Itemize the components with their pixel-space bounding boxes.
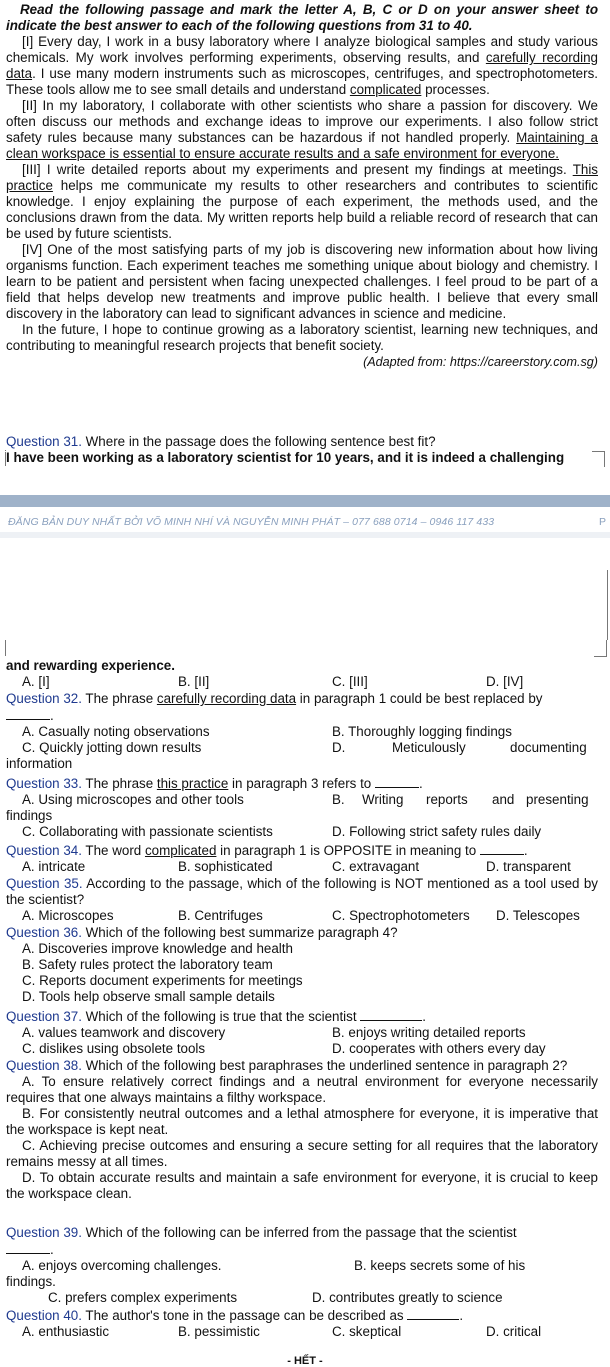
q39-text: Which of the following can be inferred from the passage that the scientist xyxy=(81,1225,517,1240)
footer-end-marker: - HẾT - xyxy=(287,1355,323,1367)
q36-label: Question 36. xyxy=(6,925,82,940)
q34-blank xyxy=(480,842,524,855)
q31-options xyxy=(6,674,598,690)
q33-option-b-w2: reports xyxy=(426,792,468,807)
q34-word: complicated xyxy=(144,843,217,858)
q32-option-b[interactable]: B. Thoroughly logging findings xyxy=(332,724,512,739)
q39-option-a[interactable]: A. enjoys overcoming challenges. xyxy=(22,1258,222,1273)
q37-label: Question 37. xyxy=(6,1009,82,1024)
question-34 xyxy=(6,842,598,875)
q40-tail: . xyxy=(459,1308,464,1323)
page-corner-right-bottom xyxy=(594,640,607,657)
q31-text: Where in the passage does the following sentence best fit? xyxy=(81,434,436,449)
q32-option-d-word1: Meticulously xyxy=(392,740,466,755)
question-32 xyxy=(6,691,598,772)
q32-option-d-cont: information xyxy=(6,756,73,771)
q33-label: Question 33. xyxy=(6,776,82,791)
q33-option-b[interactable]: B. xyxy=(332,792,345,807)
q31-option-a[interactable]: A. [I] xyxy=(22,674,50,689)
q34-text-a: The word xyxy=(81,843,145,858)
q32-phrase: carefully recording data xyxy=(156,691,297,706)
q31-option-d[interactable]: D. [IV] xyxy=(486,674,524,689)
q36-option-b[interactable]: B. Safety rules protect the laboratory team xyxy=(22,957,273,972)
question-33 xyxy=(6,775,598,840)
q32-label: Question 32. xyxy=(6,691,82,706)
q33-phrase: this practice xyxy=(156,776,229,791)
question-39 xyxy=(6,1225,598,1306)
q40-option-d[interactable]: D. critical xyxy=(486,1324,542,1339)
page-corner-right-top xyxy=(592,451,605,467)
source-citation: (Adapted from: https://careerstory.com.sg) xyxy=(363,355,598,369)
q33-option-b-cont: findings xyxy=(6,808,53,823)
q33-option-c[interactable]: C. Collaborating with passionate scientists xyxy=(22,824,273,839)
q34-label: Question 34. xyxy=(6,843,82,858)
p1-text-a: [I] Every day, I work in a busy laboratory where I analyze biological samples and study various chemicals. My work involves performing experiments, observing results, and xyxy=(6,34,598,65)
q33-option-b-w1: Writing xyxy=(362,792,404,807)
p3-underlined-phrase: This practice xyxy=(6,162,598,193)
paragraph-1 xyxy=(6,34,598,98)
page-edge-right xyxy=(607,570,608,640)
p2-underlined-sentence: Maintaining a clean workspace is essential to ensure accurate results and a safe environment for everyone. xyxy=(6,130,599,161)
q32-option-c[interactable]: C. Quickly jotting down results xyxy=(22,740,202,755)
page-corner-left-top xyxy=(5,452,6,466)
question-36 xyxy=(6,925,598,1005)
p1-text-c: processes. xyxy=(421,82,490,97)
q31-option-c[interactable]: C. [III] xyxy=(332,674,368,689)
watermark-banner-p: P xyxy=(598,516,606,528)
q35-option-d[interactable]: D. Telescopes xyxy=(496,908,580,923)
q37-text: Which of the following is true that the scientist xyxy=(81,1009,361,1024)
q35-option-c[interactable]: C. Spectrophotometers xyxy=(332,908,470,923)
q37-option-a[interactable]: A. values teamwork and discovery xyxy=(22,1025,226,1040)
q33-option-a[interactable]: A. Using microscopes and other tools xyxy=(22,792,244,807)
q31-option-b[interactable]: B. [II] xyxy=(178,674,210,689)
p3-text-a: [III] I write detailed reports about my experiments and present my findings at meetings. xyxy=(22,162,573,177)
q40-option-c[interactable]: C. skeptical xyxy=(332,1324,402,1339)
q34-text-b: in paragraph 1 is OPPOSITE in meaning to xyxy=(216,843,480,858)
passage xyxy=(6,34,598,370)
question-31-cont xyxy=(6,658,598,690)
q40-label: Question 40. xyxy=(6,1308,82,1323)
q39-option-b-cont: findings. xyxy=(6,1274,56,1289)
q40-option-a[interactable]: A. enthusiastic xyxy=(22,1324,110,1339)
q34-option-d[interactable]: D. transparent xyxy=(486,859,571,874)
p1-underlined-word: complicated xyxy=(349,82,422,97)
p3-text-b: helps me communicate my results to other researchers and contributes to scientific knowledge. I enjoy explaining the purpose of each experiment, the methods used, and the conclusions drawn from the data. My written reports help build a reliable record of research that can be used by future scientists. xyxy=(6,178,598,241)
q34-option-c[interactable]: C. extravagant xyxy=(332,859,420,874)
q36-option-d[interactable]: D. Tools help observe small sample details xyxy=(22,989,275,1004)
q34-option-a[interactable]: A. intricate xyxy=(22,859,86,874)
q38-text: Which of the following best paraphrases the underlined sentence in paragraph 2? xyxy=(81,1058,568,1073)
q36-option-c[interactable]: C. Reports document experiments for meetings xyxy=(22,973,303,988)
q33-option-b-w3: and xyxy=(492,792,515,807)
page-corner xyxy=(5,450,6,451)
q38-option-b[interactable]: B. For consistently neutral outcomes and a lethal atmosphere for everyone, it is imperative that the workspace is kept neat. xyxy=(6,1106,598,1137)
watermark-banner: ĐĂNG BẢN DUY NHẤT BỞI VÕ MINH NHÍ VÀ NGUYỄN MINH PHÁT – 077 688 0714 – 0946 117 433 xyxy=(8,516,495,528)
q37-option-c[interactable]: C. dislikes using obsolete tools xyxy=(22,1041,206,1056)
q39-blank xyxy=(6,1241,50,1254)
q36-option-a[interactable]: A. Discoveries improve knowledge and health xyxy=(22,941,293,956)
q31-sentence-b: and rewarding experience. xyxy=(6,658,175,673)
q39-option-c[interactable]: C. prefers complex experiments xyxy=(48,1290,238,1305)
q33-option-b-w4: presenting xyxy=(526,792,589,807)
q31-sentence-a: I have been working as a laboratory scientist for 10 years, and it is indeed a challenging xyxy=(6,450,565,465)
q33-text-a: The phrase xyxy=(81,776,157,791)
q32-text-a: The phrase xyxy=(81,691,157,706)
question-37 xyxy=(6,1008,598,1057)
paragraph-3 xyxy=(6,162,598,242)
q32-option-d-word2: documenting xyxy=(510,740,587,755)
q35-option-b[interactable]: B. Centrifuges xyxy=(178,908,263,923)
q38-option-d[interactable]: D. To obtain accurate results and maintain a safe environment for everyone, it is crucial to keep the workspace clean. xyxy=(6,1170,598,1201)
instruction xyxy=(6,2,598,34)
q32-option-a[interactable]: A. Casually noting observations xyxy=(22,724,210,739)
instruction-text: Read the following passage and mark the letter A, B, C or D on your answer sheet to indicate the best answer to each of the following questions from 31 to 40. xyxy=(6,2,598,33)
question-35 xyxy=(6,876,598,924)
question-38 xyxy=(6,1058,598,1202)
p1-text-b: . I use many modern instruments such as microscopes, centrifuges, and spectrophotometers. These tools allow me to see small details and understand xyxy=(6,66,598,97)
q40-option-b[interactable]: B. pessimistic xyxy=(178,1324,260,1339)
q40-blank xyxy=(407,1307,459,1320)
q38-option-a[interactable]: A. To ensure relatively correct findings and a neutral environment for everyone necessarily requires that one always maintains a filthy workspace. xyxy=(6,1074,598,1105)
page-break-shadow xyxy=(0,532,610,538)
q35-text: According to the passage, which of the following is NOT mentioned as a tool used by the scientist? xyxy=(6,876,598,907)
q37-blank xyxy=(360,1008,422,1021)
p1-underlined-phrase: carefully recording data xyxy=(6,50,598,81)
q32-option-d[interactable]: D. xyxy=(332,740,346,755)
q32-tail: . xyxy=(50,708,54,723)
q38-option-c[interactable]: C. Achieving precise outcomes and ensuring a secure setting for all requires that the laboratory remains messy at all times. xyxy=(6,1138,598,1169)
paragraph-2 xyxy=(6,98,598,162)
question-31 xyxy=(6,434,598,466)
q33-tail: . xyxy=(418,776,423,791)
question-40 xyxy=(6,1307,598,1340)
q32-text-b: in paragraph 1 could be best replaced by xyxy=(296,691,543,706)
paragraph-4: [IV] One of the most satisfying parts of my job is discovering new information about how living organisms function. Each experiment teaches me something unique about biology and chemistry. I learn to be patient and persistent when facing unexpected challenges. I feel proud to be part of a field that helps develop new treatments and improve public health. I believe that every small discovery in the laboratory can lead to significant advances in science and medicine. xyxy=(6,242,598,321)
q34-option-b[interactable]: B. sophisticated xyxy=(178,859,273,874)
q31-label: Question 31. xyxy=(6,434,82,449)
paragraph-5: In the future, I hope to continue growing as a laboratory scientist, learning new techniques, and contributing to meaningful research projects that benefit society. xyxy=(6,322,598,353)
q37-option-b[interactable]: B. enjoys writing detailed reports xyxy=(332,1025,526,1040)
q39-option-d[interactable]: D. contributes greatly to science xyxy=(312,1290,503,1305)
q36-text: Which of the following best summarize paragraph 4? xyxy=(81,925,398,940)
q33-option-d[interactable]: D. Following strict safety rules daily xyxy=(332,824,542,839)
p2-text-a: [II] In my laboratory, I collaborate with other scientists who share a passion for discovery. We often discuss our methods and exchange ideas to improve our experiments. I also follow strict safety rules because many substances can be hazardous if not handled properly. xyxy=(6,98,598,145)
q39-tail: . xyxy=(50,1242,54,1257)
q34-tail: . xyxy=(523,843,528,858)
q35-label: Question 35. xyxy=(6,876,83,891)
q32-blank xyxy=(6,707,50,720)
q37-tail: . xyxy=(422,1009,427,1024)
q38-label: Question 38. xyxy=(6,1058,82,1073)
page-corner-left-bottom xyxy=(5,640,16,656)
q37-option-d[interactable]: D. cooperates with others every day xyxy=(332,1041,546,1056)
q33-text-b: in paragraph 3 refers to xyxy=(228,776,375,791)
q39-option-b[interactable]: B. keeps secrets some of his xyxy=(354,1258,526,1273)
page-break-bar xyxy=(0,495,610,507)
q35-option-a[interactable]: A. Microscopes xyxy=(22,908,114,923)
q40-text: The author's tone in the passage can be described as xyxy=(81,1308,408,1323)
q39-label: Question 39. xyxy=(6,1225,82,1240)
q33-blank xyxy=(375,775,419,788)
